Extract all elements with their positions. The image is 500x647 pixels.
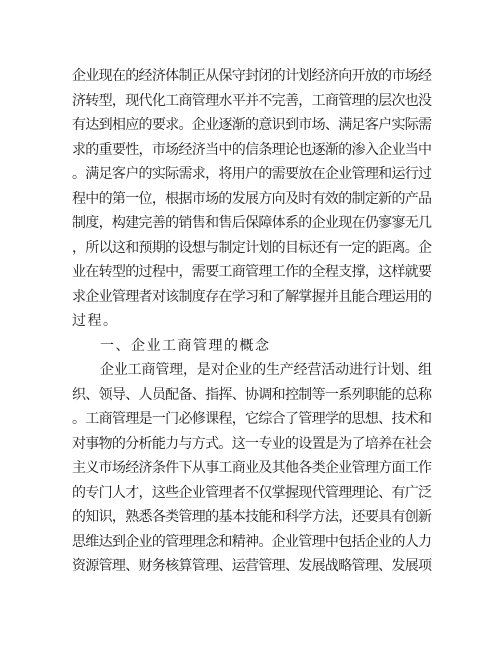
paragraph-2-line-5: 主义市场经济条件下从事工商业及其他各类企业管理方面工作 [72,460,432,476]
section-heading: 一、企业工商管理的概念 [100,337,271,354]
paragraph-1-line-2: 济转型，现代化工商管理水平并不完善，工商管理的层次也没 [72,92,432,109]
paragraph-1-line-3: 有达到相应的要求。企业逐渐的意识到市场、满足客户实际需 [72,117,432,133]
paragraph-1-line-8: ，所以这和预期的设想与制定计划的目标还有一定的距离。企 [72,239,432,256]
paragraph-2-line-7: 的知识，熟悉各类管理的基本技能和科学方法，还要具有创新 [72,509,432,525]
paragraph-1-line-4: 求的重要性，市场经济当中的信条理论也逐渐的渗入企业当中 [72,141,432,158]
paragraph-2-line-9: 资源管理、财务核算管理、运营管理、发展战略管理、发展项 [72,558,432,574]
paragraph-2-line-2: 织、领导、人员配备、指挥、协调和控制等一系列职能的总称 [72,386,432,403]
paragraph-2-line-6: 的专门人才，这些企业管理者不仅掌握现代管理理论、有广泛 [72,484,432,501]
paragraph-1-line-1: 企业现在的经济体制正从保守封闭的计划经济向开放的市场经 [72,68,432,84]
paragraph-1-line-7: 制度，构建完善的销售和售后保障体系的企业现在仍寥寥无几 [72,215,432,231]
paragraph-1-line-9: 业在转型的过程中，需要工商管理工作的全程支撑，这样就要 [72,264,432,280]
paragraph-2-line-4: 对事物的分析能力与方式。这一专业的设置是为了培养在社会 [72,435,432,452]
paragraph-1-line-11: 过程。 [72,313,119,329]
paragraph-1-line-5: 。满足客户的实际需求，将用户的需要放在企业管理和运行过 [72,166,432,182]
paragraph-2-line-8: 思维达到企业的管理理念和精神。企业管理中包括企业的人力 [72,533,432,550]
paragraph-1-line-6: 程中的第一位，根据市场的发展方向及时有效的制定新的产品 [72,190,432,207]
paragraph-2-line-1: 企业工商管理，是对企业的生产经营活动进行计划、组 [100,362,432,378]
paragraph-1-line-10: 求企业管理者对该制度存在学习和了解掌握并且能合理运用的 [72,288,432,305]
paragraph-2-line-3: 。工商管理是一门必修课程，它综合了管理学的思想、技术和 [72,411,432,427]
